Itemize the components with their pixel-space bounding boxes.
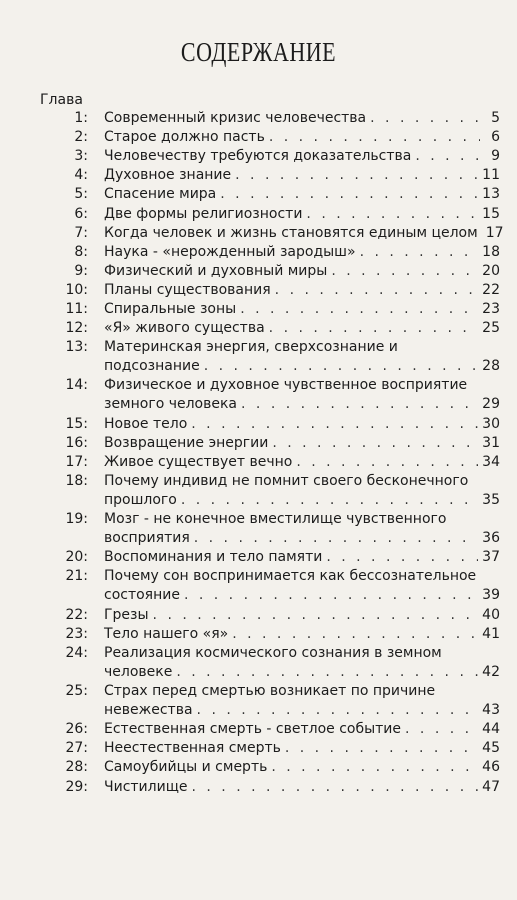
chapter-title: невежества [104,702,193,719]
dot-leader [405,721,478,737]
dot-leader [197,702,479,718]
chapter-title: Самоубийцы и смерть [104,759,268,776]
page-number: 15 [482,205,500,222]
chapter-title-line: Физическое и духовное чувственное восприятие [104,377,468,394]
chapter-title: Естественная смерть - светлое событие [104,721,402,738]
page-number: 30 [482,415,500,432]
chapter-title: Спиральные зоны [104,301,237,317]
page-number: 36 [482,530,500,547]
chapter-number: 4: [74,167,88,184]
chapter-title: Возвращение энергии [104,434,269,451]
chapter-title-row [104,587,500,603]
dot-leader [275,282,479,298]
dot-leader [240,301,478,317]
chapter-title: Чистилище [104,778,188,795]
chapter-number: 13: [65,339,88,356]
chapter-title-row [104,740,500,756]
page-number: 43 [482,702,500,719]
chapter-title: Когда человек и жизнь становятся единым целом [104,224,478,241]
chapter-number: 2: [74,129,88,146]
dot-leader [306,206,478,222]
chapter-title-row [104,416,500,432]
chapter-number: 8: [74,243,88,260]
chapter-number: 15: [65,415,88,432]
chapter-number: 22: [65,606,88,623]
chapter-title: Две формы религиозности [104,205,303,222]
dot-leader [269,129,480,145]
chapter-title-row [104,301,500,317]
chapter-title-row [104,664,500,680]
chapter-title-row [104,530,500,546]
page-number: 6 [491,129,500,146]
chapter-title: Физический и духовный миры [104,262,328,279]
chapter-title: Воспоминания и тело памяти [104,549,323,566]
chapter-number: 9: [74,262,88,279]
chapter-title-line: Мозг - не конечное вместилище чувственного [104,511,447,528]
chapter-title-row [104,454,500,470]
page-number: 31 [482,434,500,451]
chapter-title-row [104,206,500,222]
chapter-title-row [104,358,500,374]
chapter-title-row [104,396,500,412]
dot-leader [220,186,478,202]
chapter-number: 18: [65,472,88,489]
chapter-title-row [104,110,500,126]
chapter-title: Духовное знание [104,167,232,184]
chapter-number: 24: [65,644,88,661]
chapter-number: 11: [65,301,88,317]
chapter-title-line: Материнская энергия, сверхсознание и [104,339,398,356]
chapter-title: Человечеству требуются доказательства [104,148,412,165]
chapter-column-label: Глава [40,92,83,108]
page-number: 17 [485,224,504,241]
page-title: СОДЕРЖАНИЕ [180,36,337,68]
page-number: 39 [482,587,500,604]
chapter-title: восприятия [104,530,190,547]
chapter-title-row [104,244,500,260]
page-number: 13 [482,186,500,203]
chapter-title-line: Страх перед смертью возникает по причине [104,683,436,699]
chapter-title: Спасение мира [104,186,217,203]
chapter-number: 17: [65,453,88,470]
page-number: 40 [482,606,500,623]
chapter-title-line: Почему индивид не помнит своего бесконечного [104,472,469,489]
dot-leader [326,549,478,565]
dot-leader [415,148,480,164]
chapter-title-row [104,607,500,623]
dot-leader [176,664,478,680]
chapter-title: Тело нашего «я» [104,625,229,642]
chapter-title-row [104,186,500,202]
chapter-title-row [104,129,500,145]
dot-leader [271,759,478,775]
chapter-title-row [104,148,500,164]
dot-leader [184,587,478,603]
chapter-title: прошлого [104,491,177,508]
chapter-title-line: Реализация космического сознания в земном [104,644,442,661]
chapter-title: Новое тело [104,415,188,432]
chapter-title-row [104,263,500,279]
page-number: 44 [482,721,500,738]
chapter-number: 26: [65,721,88,738]
chapter-title: Современный кризис человечества [104,110,367,126]
chapter-title: состояние [104,587,180,604]
chapter-number: 6: [74,205,88,222]
chapter-title: «Я» живого существа [104,320,265,337]
chapter-title-row [104,702,500,718]
chapter-number: 12: [65,320,88,337]
page-number: 11 [482,167,500,184]
page-number: 34 [482,453,500,470]
chapter-title-row [104,779,500,795]
page-number: 9 [491,148,500,165]
chapter-title-row [104,167,500,183]
chapter-title: Наука - «нерожденный зародыш» [104,243,356,260]
chapter-title-row [104,435,500,451]
chapter-title-row [104,492,500,508]
chapter-title: Старое должно пасть [104,129,265,146]
chapter-title-row [104,759,500,775]
page-number: 23 [482,301,500,317]
page-number: 29 [482,396,500,413]
chapter-number: 21: [65,568,88,585]
page-number: 45 [482,740,500,757]
chapter-number: 7: [74,224,88,241]
dot-leader [153,607,479,623]
page-number: 18 [482,243,500,260]
dot-leader [191,416,478,432]
chapter-title-row [104,721,500,737]
chapter-number: 20: [65,549,88,566]
chapter-number: 29: [65,778,88,795]
chapter-title: Неестественная смерть [104,740,281,757]
page-number: 25 [482,320,500,337]
page-number: 37 [482,549,500,566]
chapter-title-row [104,549,500,565]
dot-leader [204,358,478,374]
chapter-title: земного человека [104,396,238,413]
chapter-title: Грезы [104,606,149,623]
chapter-title: Живое существует вечно [104,453,293,470]
chapter-number: 19: [65,511,88,528]
chapter-title-row [104,282,500,298]
chapter-number: 27: [65,740,88,757]
chapter-title: подсознание [104,358,200,375]
dot-leader [370,110,480,126]
page-number: 35 [482,491,500,508]
dot-leader [192,779,479,795]
dot-leader [269,320,479,336]
chapter-number: 14: [65,377,88,394]
dot-leader [235,167,478,183]
dot-leader [194,530,478,546]
page-number: 22 [482,281,500,298]
chapter-title: Планы существования [104,281,271,298]
chapter-title-line: Почему сон воспринимается как бессознательное [104,568,477,585]
chapter-number: 1: [74,110,88,126]
chapter-number: 25: [65,683,88,699]
chapter-number: 10: [65,281,88,298]
page-number: 20 [482,262,500,279]
dot-leader [241,396,478,412]
chapter-number: 3: [74,148,88,165]
chapter-number: 16: [65,434,88,451]
chapter-title: человеке [104,663,173,680]
chapter-number: 28: [65,759,88,776]
chapter-title-row [104,626,500,642]
dot-leader [296,454,478,470]
dot-leader [232,626,478,642]
page-number: 46 [482,759,500,776]
dot-leader [272,435,478,451]
dot-leader [285,740,478,756]
dot-leader [360,244,479,260]
page-number: 47 [482,778,500,795]
dot-leader [331,263,478,279]
page-number: 28 [482,358,500,375]
page-number: 41 [482,625,500,642]
chapter-number: 23: [65,625,88,642]
page-number: 5 [491,110,500,126]
chapter-title-row [104,224,504,241]
chapter-title-row [104,320,500,336]
page-number: 42 [482,663,500,680]
chapter-number: 5: [74,186,88,203]
dot-leader [181,492,478,508]
